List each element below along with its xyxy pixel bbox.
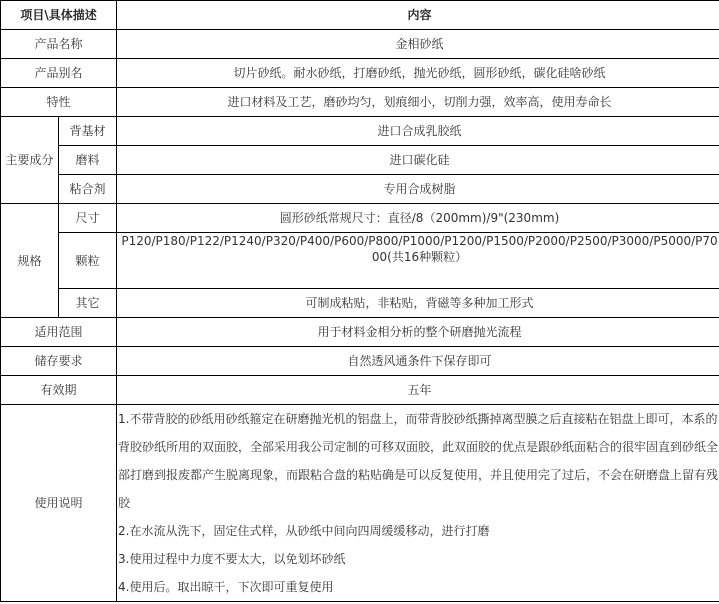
usage-content: [117, 405, 719, 602]
header-content: 内容: [117, 1, 719, 30]
row-label: 储存要求: [1, 347, 117, 376]
row-value: 进口材料及工艺，磨砂均匀，划痕细小，切削力强，效率高，使用寿命长: [117, 88, 719, 117]
row-value: 自然透风通条件下保存即可: [117, 347, 719, 376]
row-value: 圆形砂纸常规尺寸：直径/8（200mm)/9"(230mm): [117, 204, 719, 233]
row-value: 五年: [117, 376, 719, 405]
usage-step-4: 4.使用后。取出晾干，下次即可重复使用: [118, 580, 334, 594]
row-label: 有效期: [1, 376, 117, 405]
table-row: [1, 347, 719, 376]
header-item: 项目\具体描述: [1, 1, 117, 30]
table-row: [1, 146, 719, 175]
row-value: 进口碳化硅: [117, 146, 719, 175]
table-row: [1, 204, 719, 233]
table-row: [1, 30, 719, 59]
usage-step-2: 2.在水流从洗下，固定住式样，从砂纸中间向四周缓缓移动，进行打磨: [118, 524, 490, 538]
table-row: [1, 233, 719, 289]
sub-label: 颗粒: [59, 233, 117, 289]
group-label: 规格: [1, 204, 59, 318]
sub-label: 粘合剂: [59, 175, 117, 204]
row-label: 适用范围: [1, 318, 117, 347]
row-value: 切片砂纸。耐水砂纸，打磨砂纸，抛光砂纸，圆形砂纸，碳化硅啥砂纸: [117, 59, 719, 88]
table-row: [1, 318, 719, 347]
group-label: 主要成分: [1, 117, 59, 204]
row-label: 使用说明: [1, 405, 117, 602]
row-label: 特性: [1, 88, 117, 117]
header-row: [1, 1, 719, 30]
table-row: [1, 88, 719, 117]
sub-label: 其它: [59, 289, 117, 318]
row-value: 可制成粘贴，非粘贴，背磁等多种加工形式: [117, 289, 719, 318]
table-row: [1, 59, 719, 88]
sub-label: 磨料: [59, 146, 117, 175]
row-label: 产品名称: [1, 30, 117, 59]
usage-step-3: 3.使用过程中力度不要太大，以免划坏砂纸: [118, 552, 346, 566]
table-row: [1, 405, 719, 602]
table-row: [1, 289, 719, 318]
row-label: 产品别名: [1, 59, 117, 88]
row-value: 进口合成乳胶纸: [117, 117, 719, 146]
sub-label: 尺寸: [59, 204, 117, 233]
usage-step-1: 1.不带背胶的砂纸用砂纸箍定在研磨抛光机的铝盘上，而带背胶砂纸撕掉离型膜之后直接粘在铝盘上即可，本系的背胶砂纸所用的双面胶，全部采用我公司定制的可移双面胶，此双面胶的优点是跟砂纸面粘合的很牢固直到砂纸全部打磨到报废都产生脱离现象，而跟粘合盘的粘贴确是可以反复使用，并且使用完了过后，不会在研磨盘上留有残胶: [118, 412, 719, 510]
sub-label: 背基材: [59, 117, 117, 146]
table-row: [1, 117, 719, 146]
row-value: 专用合成树脂: [117, 175, 719, 204]
row-value: P120/P180/P122/P1240/P320/P400/P600/P800/P1000/P1200/P1500/P2000/P2500/P3000/P5000/P7000(共16种颗粒）: [117, 233, 719, 289]
row-value: 金相砂纸: [117, 30, 719, 59]
row-value: 用于材料金相分析的整个研磨抛光流程: [117, 318, 719, 347]
table-row: [1, 376, 719, 405]
table-row: [1, 175, 719, 204]
